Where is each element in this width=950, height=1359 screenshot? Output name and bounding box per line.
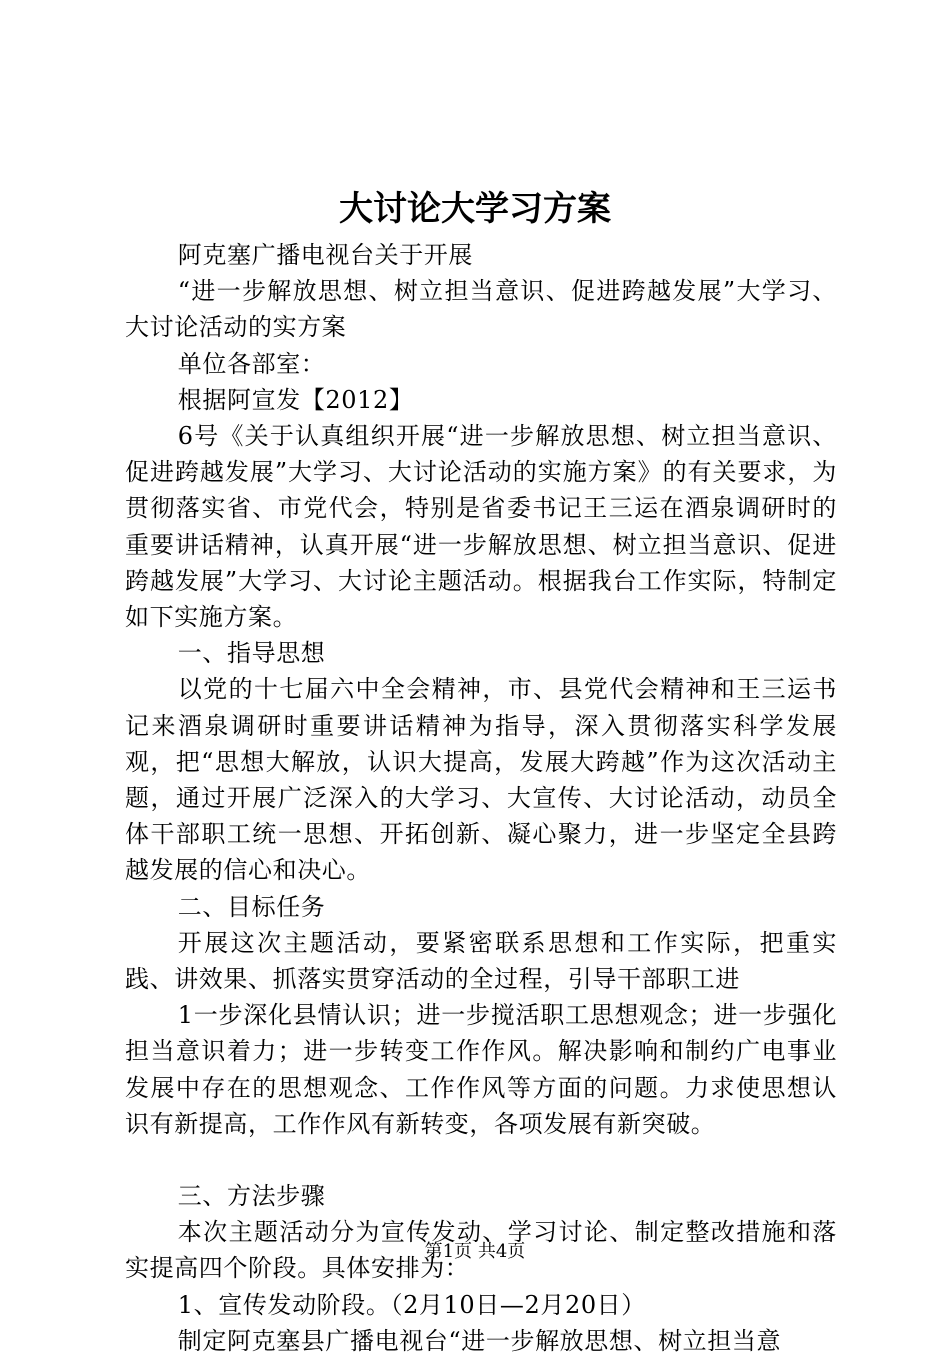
section-heading-goals: 二、目标任务 — [177, 892, 326, 921]
paragraph-guiding-thought: 以党的十七届六中全会精神，市、县党代会精神和王三运书记来酒泉调研时重要讲话精神为指导，深入贯彻落实科学发展观，把“思想大解放，认识大提高，发展大跨越”作为这次活动主题，通过开展广泛深入的大学习、大宣传、大讨论活动，动员全体干部职工统一思想、开拓创新、凝心聚力，进一步坚定全县跨越发展的信心和决心。 — [125, 675, 837, 885]
document-title: 大讨论大学习方案 — [339, 189, 611, 229]
paragraph-spacer — [125, 1142, 837, 1178]
section-heading-guiding-thought: 一、指导思想 — [177, 639, 326, 668]
paragraph-stage-one-detail: 制定阿克塞县广播电视台“进一步解放思想、树立担当意 — [177, 1326, 782, 1355]
paragraph-salutation: 单位各部室： — [177, 349, 326, 378]
paragraph-theme-heading: “进一步解放思想、树立担当意识、促进跨越发展”大学习、大讨论活动的实方案 — [125, 277, 837, 342]
paragraph-goals-detail: 1一步深化县情认识；进一步搅活职工思想观念；进一步强化担当意识着力；进一步转变工作作风。解决影响和制约广电事业发展中存在的思想观念、工作作风等方面的问题。力求使思想认识有新提高，工作作风有新转变，各项发展有新突破。 — [125, 1001, 837, 1138]
paragraph-org-intro: 阿克塞广播电视台关于开展 — [177, 241, 473, 269]
paragraph-goals-intro: 开展这次主题活动，要紧密联系思想和工作实际，把重实践、讲效果、抓落实贯穿活动的全过程，引导干部职工进 — [125, 928, 837, 994]
page-number-footer: 第1页 共4页 — [424, 1241, 526, 1262]
paragraph-background: 6号《关于认真组织开展“进一步解放思想、树立担当意识、促进跨越发展”大学习、大讨论活动的实施方案》的有关要求，为贯彻落实省、市党代会，特别是省委书记王三运在酒泉调研时的重要讲话精神，认真开展“进一步解放思想、树立担当意识、促进跨越发展”大学习、大讨论主题活动。根据我台工作实际，特制定如下实施方案。 — [125, 422, 837, 632]
paragraph-basis: 根据阿宣发【2012】 — [177, 385, 414, 414]
section-heading-methods: 三、方法步骤 — [177, 1182, 326, 1211]
document-body — [125, 237, 837, 1359]
paragraph-methods-intro: 本次主题活动分为宣传发动、学习讨论、制定整改措施和落实提高四个阶段。具体安排为： — [125, 1218, 837, 1283]
paragraph-stage-one: 1、宣传发动阶段。（2月10日—2月20日） — [177, 1290, 646, 1319]
